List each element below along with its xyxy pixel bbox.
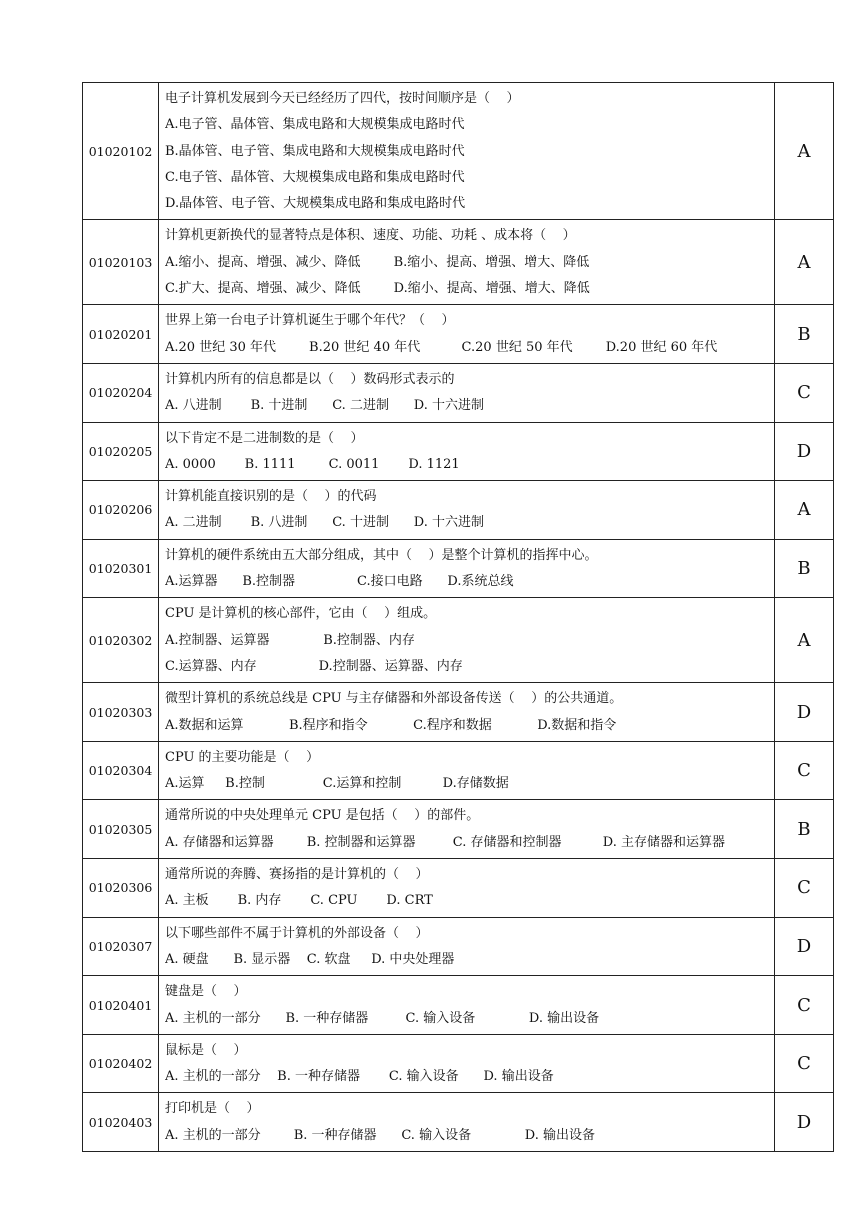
question-options: A.运算 B.控制 C.运算和控制 D.存储数据 xyxy=(165,776,509,792)
answer-key: D xyxy=(775,1093,834,1152)
question-stem: 计算机能直接识别的是（ ）的代码 xyxy=(165,489,377,505)
answer-key: C xyxy=(775,741,834,800)
question-text-cell xyxy=(159,917,775,976)
question-options: A. 0000 B. 1111 C. 0011 D. 1121 xyxy=(165,456,460,472)
answer-key: C xyxy=(775,1034,834,1093)
question-id: 01020402 xyxy=(83,1034,159,1093)
question-text-cell xyxy=(159,481,775,540)
question-options: A. 主机的一部分 B. 一种存储器 C. 输入设备 D. 输出设备 xyxy=(165,1127,596,1143)
question-options: A. 主机的一部分 B. 一种存储器 C. 输入设备 D. 输出设备 xyxy=(165,1069,554,1085)
answer-key: D xyxy=(775,683,834,742)
question-stem: 计算机内所有的信息都是以（ ）数码形式表示的 xyxy=(165,371,455,387)
answer-key: D xyxy=(775,917,834,976)
question-text-cell xyxy=(159,741,775,800)
question-row xyxy=(83,539,834,598)
question-options: B.晶体管、电子管、集成电路和大规模集成电路时代 xyxy=(165,143,465,159)
question-text-cell xyxy=(159,859,775,918)
question-id: 01020401 xyxy=(83,976,159,1035)
answer-key: A xyxy=(775,220,834,305)
question-row xyxy=(83,422,834,481)
question-options: A. 主机的一部分 B. 一种存储器 C. 输入设备 D. 输出设备 xyxy=(165,1010,600,1026)
question-id: 01020305 xyxy=(83,800,159,859)
question-text-cell xyxy=(159,1034,775,1093)
question-id: 01020102 xyxy=(83,83,159,220)
question-stem: 微型计算机的系统总线是 CPU 与主存储器和外部设备传送（ ）的公共通道。 xyxy=(165,691,623,707)
question-id: 01020206 xyxy=(83,481,159,540)
question-row xyxy=(83,859,834,918)
question-stem: 打印机是（ ） xyxy=(165,1101,260,1117)
question-stem: 以下哪些部件不属于计算机的外部设备（ ） xyxy=(165,925,429,941)
answer-key: B xyxy=(775,800,834,859)
question-options: A. 二进制 B. 八进制 C. 十进制 D. 十六进制 xyxy=(165,515,484,531)
question-row xyxy=(83,917,834,976)
question-options: A.电子管、晶体管、集成电路和大规模集成电路时代 xyxy=(165,117,465,133)
question-id: 01020103 xyxy=(83,220,159,305)
question-text-cell xyxy=(159,83,775,220)
answer-key: B xyxy=(775,305,834,364)
answer-key: A xyxy=(775,83,834,220)
answer-key: C xyxy=(775,363,834,422)
question-id: 01020307 xyxy=(83,917,159,976)
question-row xyxy=(83,220,834,305)
question-stem: 计算机的硬件系统由五大部分组成，其中（ ）是整个计算机的指挥中心。 xyxy=(165,547,598,563)
question-text-cell xyxy=(159,220,775,305)
question-table xyxy=(82,82,834,1152)
question-stem: CPU 的主要功能是（ ） xyxy=(165,749,320,765)
question-id: 01020304 xyxy=(83,741,159,800)
question-options: A.运算器 B.控制器 C.接口电路 D.系统总线 xyxy=(165,574,514,590)
question-options: A.缩小、提高、增强、减少、降低 B.缩小、提高、增强、增大、降低 xyxy=(165,254,590,270)
question-id: 01020205 xyxy=(83,422,159,481)
question-row xyxy=(83,1093,834,1152)
question-row xyxy=(83,683,834,742)
question-stem: 键盘是（ ） xyxy=(165,984,247,1000)
question-text-cell xyxy=(159,598,775,683)
answer-key: D xyxy=(775,422,834,481)
question-id: 01020306 xyxy=(83,859,159,918)
question-row xyxy=(83,363,834,422)
question-options: D.晶体管、电子管、大规模集成电路和集成电路时代 xyxy=(165,196,466,212)
question-stem: CPU 是计算机的核心部件，它由（ ）组成。 xyxy=(165,606,437,622)
question-row xyxy=(83,976,834,1035)
question-stem: 通常所说的中央处理单元 CPU 是包括（ ）的部件。 xyxy=(165,808,480,824)
question-options: C.电子管、晶体管、大规模集成电路和集成电路时代 xyxy=(165,169,465,185)
question-text-cell xyxy=(159,976,775,1035)
question-text-cell xyxy=(159,422,775,481)
question-text-cell xyxy=(159,539,775,598)
question-stem: 世界上第一台电子计算机诞生于哪个年代？（ ） xyxy=(165,313,455,329)
question-id: 01020303 xyxy=(83,683,159,742)
question-row xyxy=(83,481,834,540)
question-id: 01020301 xyxy=(83,539,159,598)
answer-key: B xyxy=(775,539,834,598)
question-row xyxy=(83,305,834,364)
question-stem: 通常所说的奔腾、赛扬指的是计算机的（ ） xyxy=(165,867,429,883)
question-row xyxy=(83,598,834,683)
question-options: A. 硬盘 B. 显示器 C. 软盘 D. 中央处理器 xyxy=(165,951,455,967)
question-options: A. 八进制 B. 十进制 C. 二进制 D. 十六进制 xyxy=(165,398,484,414)
answer-key: C xyxy=(775,859,834,918)
question-id: 01020302 xyxy=(83,598,159,683)
question-options: A.20 世纪 30 年代 B.20 世纪 40 年代 C.20 世纪 50 年代 D.20 世纪 60 年代 xyxy=(165,339,718,355)
question-text-cell xyxy=(159,683,775,742)
question-id: 01020204 xyxy=(83,363,159,422)
question-stem: 计算机更新换代的显著特点是体积、速度、功能、功耗 、成本将（ ） xyxy=(165,228,576,244)
question-stem: 以下肯定不是二进制数的是（ ） xyxy=(165,430,364,446)
question-options: A. 主板 B. 内存 C. CPU D. CRT xyxy=(165,893,433,909)
question-options: A.控制器、运算器 B.控制器、内存 xyxy=(165,632,415,648)
answer-key: A xyxy=(775,481,834,540)
question-options: A.数据和运算 B.程序和指令 C.程序和数据 D.数据和指令 xyxy=(165,717,617,733)
question-text-cell xyxy=(159,800,775,859)
question-options: C.运算器、内存 D.控制器、运算器、内存 xyxy=(165,658,463,674)
question-options: A. 存储器和运算器 B. 控制器和运算器 C. 存储器和控制器 D. 主存储器和运算器 xyxy=(165,834,726,850)
question-stem: 鼠标是（ ） xyxy=(165,1042,247,1058)
question-text-cell xyxy=(159,305,775,364)
question-row xyxy=(83,83,834,220)
question-text-cell xyxy=(159,363,775,422)
question-stem: 电子计算机发展到今天已经经历了四代，按时间顺序是（ ） xyxy=(165,91,520,106)
question-row xyxy=(83,800,834,859)
question-id: 01020403 xyxy=(83,1093,159,1152)
answer-key: A xyxy=(775,598,834,683)
question-row xyxy=(83,1034,834,1093)
question-text-cell xyxy=(159,1093,775,1152)
answer-key: C xyxy=(775,976,834,1035)
question-options: C.扩大、提高、增强、减少、降低 D.缩小、提高、增强、增大、降低 xyxy=(165,281,590,297)
question-id: 01020201 xyxy=(83,305,159,364)
question-row xyxy=(83,741,834,800)
